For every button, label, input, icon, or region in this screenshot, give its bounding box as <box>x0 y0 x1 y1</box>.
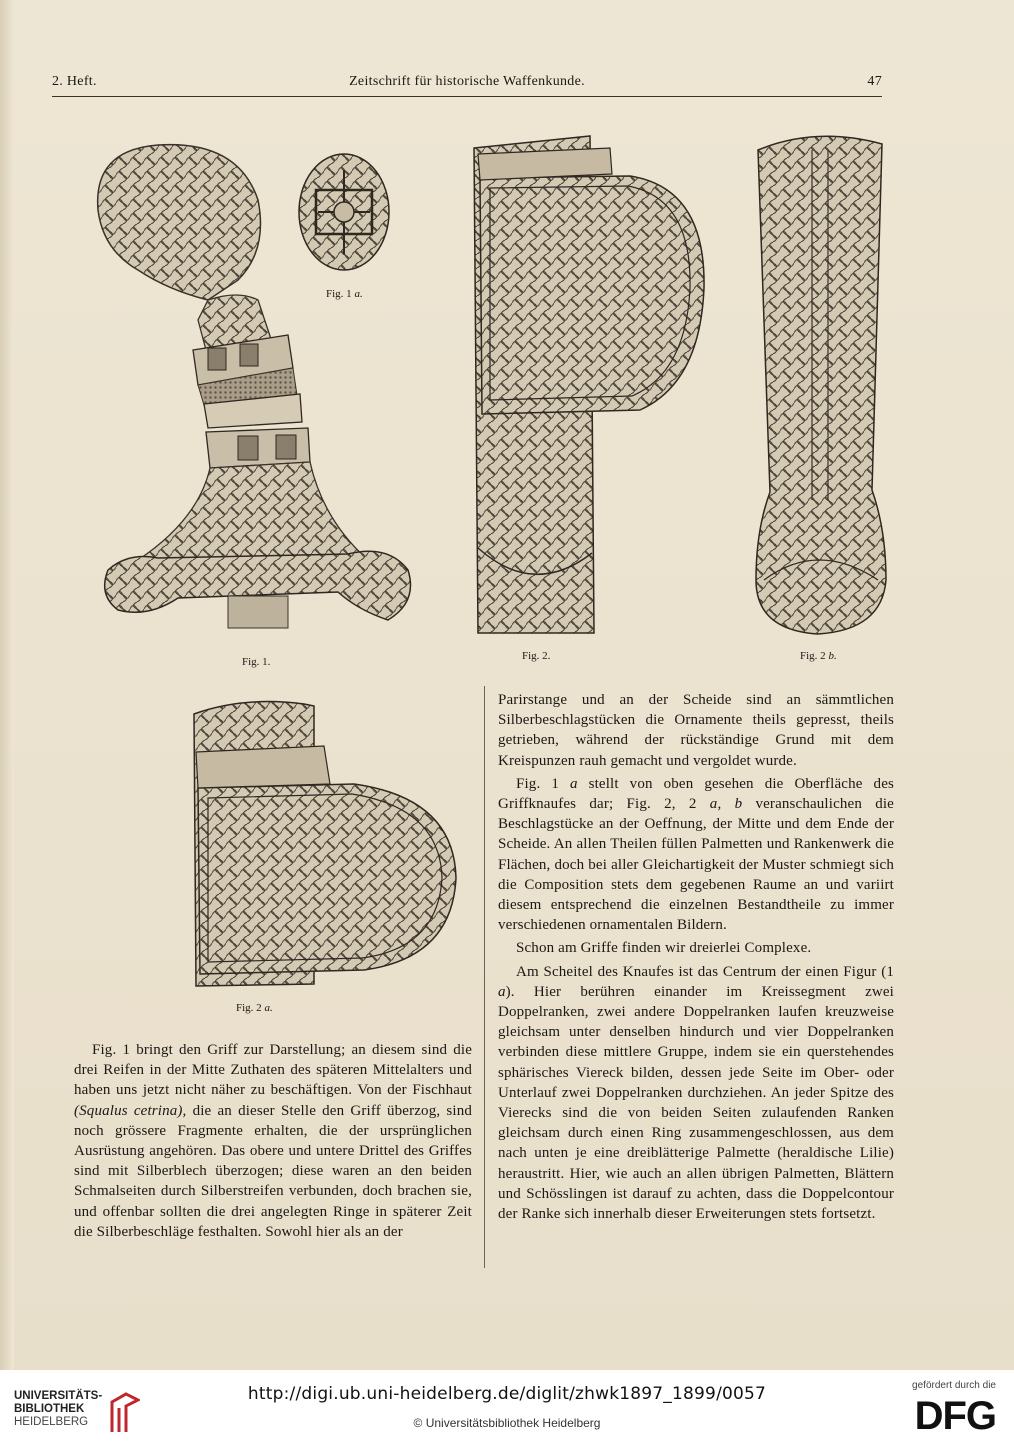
right-paragraph-2 <box>498 774 894 936</box>
figure-2a-scabbard-locket <box>184 698 460 990</box>
left-paragraph-1 <box>74 1040 472 1242</box>
page-number: 47 <box>867 74 882 89</box>
caption-fig-2b-prefix: Fig. 2 <box>800 650 826 662</box>
right-p2-c: veranschaulichen die Beschlagstücke an der Oeffnung, der Mitte und dem Ende der Scheide. An allen Theilen füllen Palmetten und Rankenwerk die Flächen, doch bei aller Gleichartigkeit der Muster schmiegt sich die Composition stets dem gegebenen Raume an und variirt diesem entsprechend die einzelnen Bestandtheile zu immer verschiedenen ornamentalen Bildern. <box>498 796 894 934</box>
figure-2b-scabbard-chape <box>752 130 888 640</box>
funded-by-label: gefördert durch die <box>912 1380 996 1391</box>
figure-1a-pommel-top <box>296 150 392 274</box>
caption-fig-1a-prefix: Fig. 1 <box>326 288 352 300</box>
right-paragraph-1: Parirstange und an der Scheide sind an sämmtlichen Silberbeschlagstücken die Ornamente theils gepresst, theils getrieben, während der rückständige Grund mit dem Kreispunzen rauh gemacht und vergoldet wurde. <box>498 692 894 769</box>
caption-fig-2a <box>236 1002 273 1014</box>
library-name-line-3: HEIDELBERG <box>14 1416 89 1428</box>
caption-fig-1: Fig. 1. <box>242 656 271 668</box>
journal-title: Zeitschrift für historische Waffenkunde. <box>349 74 585 89</box>
issue-label: 2. Heft. <box>52 74 97 89</box>
column-divider <box>484 686 485 1268</box>
dfg-logo-text: DFG <box>914 1394 996 1438</box>
left-column-text <box>74 1040 472 1245</box>
digitization-footer <box>0 1370 1014 1444</box>
right-paragraph-4 <box>498 962 894 1225</box>
library-name-line-2: BIBLIOTHEK <box>14 1403 85 1415</box>
right-p4-italic: a <box>498 983 506 1000</box>
left-p1-text-a: Fig. 1 bringt den Griff zur Darstellung; an diesem sind die drei Reifen in der Mitte Zuthaten des späteren Mittelalters und haben uns jetzt nicht näher zu beschäftigen. Von der Fischhaut <box>74 1042 472 1099</box>
document-url-link[interactable]: http://digi.ub.uni-heidelberg.de/diglit/zhwk1897_1899/0057 <box>247 1384 767 1404</box>
right-p2-a-italic: a <box>569 775 578 792</box>
caption-fig-1a <box>326 288 363 300</box>
right-p2-a: Fig. 1 <box>516 775 570 792</box>
copyright-notice: © Universitätsbibliothek Heidelberg <box>413 1416 601 1430</box>
page-edge-shadow <box>0 0 14 1370</box>
library-name-line-1: UNIVERSITÄTS- <box>14 1390 103 1402</box>
caption-fig-1a-letter: a. <box>354 288 363 300</box>
right-paragraph-3: Schon am Griffe finden wir dreierlei Complexe. <box>516 940 812 957</box>
right-p2-b: stellt von oben gesehen die Oberfläche des Griffknaufes dar; Fig. 2, 2 <box>498 775 894 813</box>
caption-fig-2b <box>800 650 837 662</box>
caption-fig-2a-prefix: Fig. 2 <box>236 1002 262 1014</box>
right-p4-a: Am Scheitel des Knaufes ist das Centrum der einen Figur (1 <box>516 963 894 980</box>
right-p4-b: ). Hier berühren einander im Kreissegment zwei Doppelranken, zwei andere Doppelranken laufen kreuzweise gleichsam unter denselben hindurch und vier Doppelranken verbinden diese mittlere Gruppe, indem sie ein querstehendes sphärisches Viereck bilden, dessen jede Seite im Ober- oder Unterlauf zwei Doppelranken durchziehen. An jeder Spitze des Vierecks sind die von beiden Seiten zulaufenden Ranken gleichsam durch einen Ring zusammengeschlossen, aus dem nach unten je eine dreiblätterige Palmette (heraldische Lilie) heraustritt. Hier, wie auch an allen übrigen Palmetten, Blättern und Schösslingen ist darauf zu achten, dass die Doppelcontour der Ranke sich innerhalb dieser Erweiterungen stets fortsetzt. <box>498 983 894 1223</box>
dfg-funding-logo[interactable] <box>886 1380 996 1436</box>
caption-fig-2a-letter: a. <box>264 1002 273 1014</box>
left-p1-italic: (Squalus cetrina), <box>74 1102 187 1119</box>
caption-fig-2: Fig. 2. <box>522 650 551 662</box>
left-p1-text-b: die an dieser Stelle den Griff überzog, sind noch grössere Fragmente erhalten, die der ursprünglichen Ausrüstung angehören. Das obere und untere Drittel des Griffes sind mit Silberblech überzogen; diese waren an den beiden Schmalseiten durch Silberstreifen verbunden, doch brachen sie, und offenbar sollten die drei angelegten Ringe in späterer Zeit die Silberbeschläge festhalten. Sowohl hier als an der <box>74 1102 472 1240</box>
right-p2-b-italic: a, b <box>709 796 743 813</box>
figure-2-scabbard-mouth <box>470 128 710 640</box>
running-header <box>52 74 882 98</box>
caption-fig-2b-letter: b. <box>828 650 837 662</box>
header-rule <box>52 96 882 97</box>
right-column-text <box>498 690 894 1227</box>
